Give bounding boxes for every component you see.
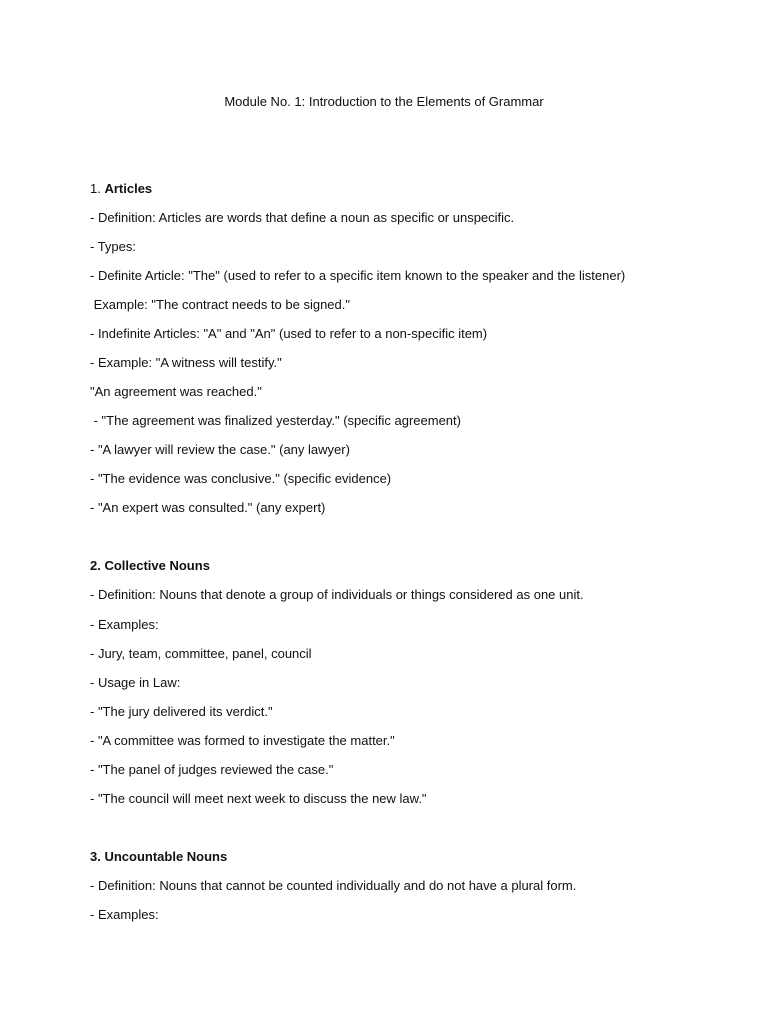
text-line: - Definite Article: "The" (used to refer to a specific item known to the speaker and the listener): [90, 268, 626, 283]
text-line: - Definition: Articles are words that define a noun as specific or unspecific.: [90, 210, 515, 225]
text-line: "An agreement was reached.": [90, 384, 262, 399]
text-line: - Usage in Law:: [90, 675, 181, 690]
section-heading-collective-nouns: 2. Collective Nouns: [90, 558, 210, 573]
text-line: - Indefinite Articles: "A" and "An" (used to refer to a non-specific item): [90, 326, 488, 341]
text-line: - Example: "A witness will testify.": [90, 355, 282, 370]
text-line: - Definition: Nouns that cannot be counted individually and do not have a plural form.: [90, 878, 577, 893]
text-line: - "The agreement was finalized yesterday." (specific agreement): [90, 413, 461, 428]
text-line: - "The panel of judges reviewed the case.": [90, 762, 334, 777]
text-line: - "A committee was formed to investigate the matter.": [90, 733, 395, 748]
section-number: 1.: [90, 181, 105, 196]
text-line: - Jury, team, committee, panel, council: [90, 646, 312, 661]
text-line: - Types:: [90, 239, 137, 254]
text-line: - Examples:: [90, 617, 159, 632]
text-line: Example: "The contract needs to be signed.": [90, 297, 350, 312]
section-heading-articles: [90, 180, 152, 198]
text-line: - Definition: Nouns that denote a group of individuals or things considered as one unit.: [90, 587, 584, 602]
text-line: - "The evidence was conclusive." (specific evidence): [90, 471, 392, 486]
text-line: - "The council will meet next week to discuss the new law.": [90, 791, 427, 806]
section-heading-uncountable-nouns: 3. Uncountable Nouns: [90, 849, 228, 864]
text-line: - Examples:: [90, 907, 159, 922]
page-title: Module No. 1: Introduction to the Elements of Grammar: [224, 94, 544, 109]
section-heading-text: Articles: [104, 181, 153, 196]
text-line: - "The jury delivered its verdict.": [90, 704, 273, 719]
text-line: - "A lawyer will review the case." (any lawyer): [90, 442, 350, 457]
text-line: - "An expert was consulted." (any expert): [90, 500, 326, 515]
